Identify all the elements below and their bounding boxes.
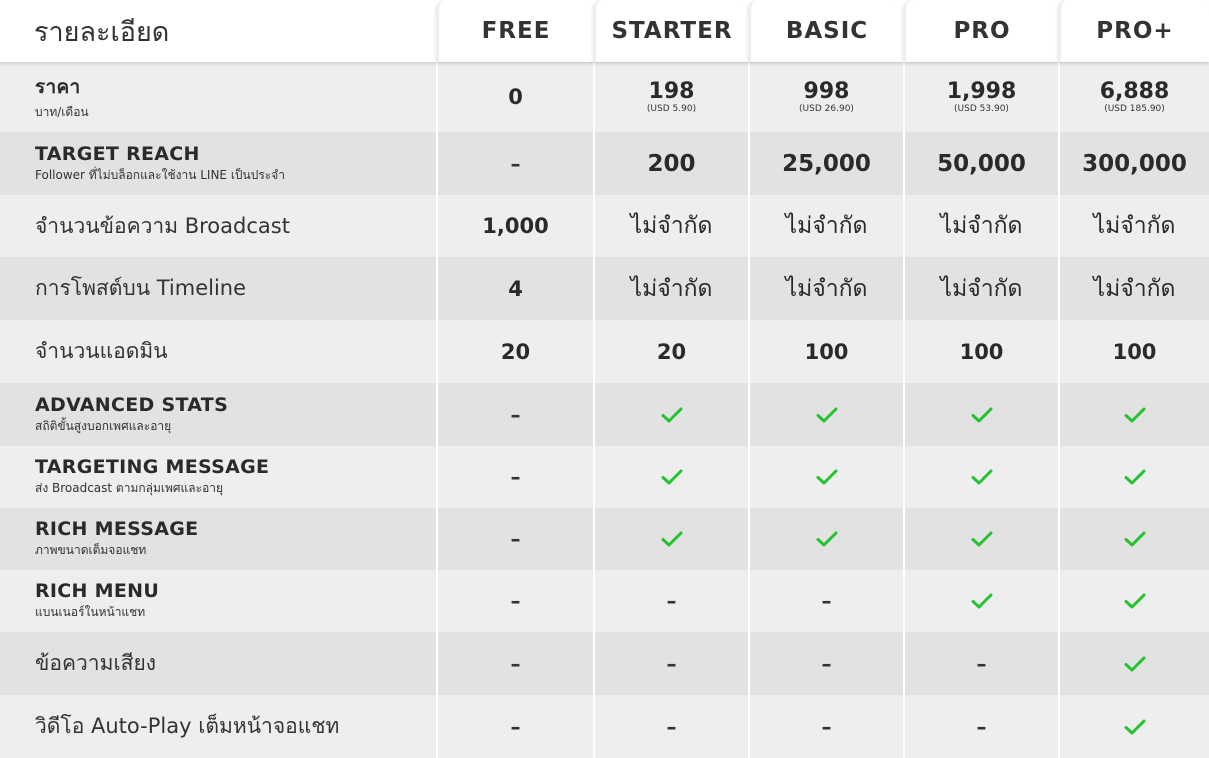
value-cell: [436, 695, 593, 758]
value-cell: [436, 383, 593, 446]
value-cell: [593, 570, 748, 632]
row-label-main: ADVANCED STATS: [35, 393, 229, 416]
check-icon: [971, 406, 993, 424]
price: [799, 78, 854, 114]
plan-pro-plus-header: PRO+: [1058, 0, 1209, 62]
price: [1099, 78, 1170, 114]
row-label-main: TARGET REACH: [35, 142, 200, 165]
check-icon: [661, 406, 683, 424]
value-cell: [593, 62, 748, 132]
value-cell: [903, 695, 1058, 758]
value-cell: [593, 257, 748, 320]
value-cell: [903, 632, 1058, 695]
row-label-cell: [0, 383, 436, 446]
dash-value: –: [510, 151, 521, 176]
number-value: 200: [647, 150, 696, 177]
table-row: [0, 195, 1209, 257]
dash-value: –: [976, 714, 987, 739]
value-cell: [748, 320, 903, 383]
value-cell: [903, 383, 1058, 446]
row-label-sub: ภาพขนาดเต็มจอแชท: [35, 543, 147, 557]
row-label: [35, 710, 339, 743]
value-cell: [903, 132, 1058, 195]
price-usd: (USD 5.90): [646, 103, 697, 114]
text-value: ไม่จำกัด: [1093, 213, 1176, 239]
price-usd: (USD 26.90): [799, 103, 854, 114]
value-cell: [593, 446, 748, 508]
value-cell: [748, 195, 903, 257]
value-cell: [748, 132, 903, 195]
value-cell: [1058, 632, 1209, 695]
dash-value: –: [821, 651, 832, 676]
dash-value: –: [510, 651, 521, 676]
row-label-main: TARGETING MESSAGE: [35, 456, 270, 478]
row-label-main: จำนวนข้อความ Broadcast: [35, 213, 290, 238]
text-value: ไม่จำกัด: [785, 213, 868, 239]
number-value: 50,000: [937, 150, 1026, 177]
value-cell: [1058, 195, 1209, 257]
table-row: [0, 383, 1209, 446]
table-row: [0, 62, 1209, 132]
value-cell: [1058, 695, 1209, 758]
value-cell: [593, 383, 748, 446]
price-thb: 198: [648, 78, 695, 104]
plan-free-header: FREE: [436, 0, 593, 62]
value-cell: [903, 446, 1058, 508]
dash-value: –: [666, 589, 677, 613]
text-value: ไม่จำกัด: [940, 275, 1023, 302]
table-row: [0, 632, 1209, 695]
row-label-main: วิดีโอ Auto-Play เต็มหน้าจอแชท: [35, 714, 340, 738]
value-cell: [748, 446, 903, 508]
number-value: 4: [508, 276, 523, 301]
row-label: [35, 335, 168, 368]
row-label: [35, 518, 198, 560]
row-label: [35, 272, 246, 305]
check-icon: [1124, 530, 1146, 548]
value-cell: [1058, 257, 1209, 320]
row-label: [35, 394, 228, 436]
value-cell: [748, 62, 903, 132]
dash-value: –: [510, 402, 521, 427]
value-cell: [1058, 570, 1209, 632]
row-label-main: RICH MENU: [35, 580, 160, 602]
row-label: [35, 72, 89, 122]
number-value: 100: [804, 339, 849, 364]
table-row: [0, 570, 1209, 632]
check-icon: [1124, 718, 1146, 736]
plan-basic-header: BASIC: [748, 0, 903, 62]
check-icon: [1124, 406, 1146, 424]
table-row: [0, 695, 1209, 758]
value-cell: [436, 446, 593, 508]
value-cell: [436, 257, 593, 320]
row-label-main: ราคา: [35, 76, 81, 98]
value-cell: [593, 508, 748, 570]
dash-value: –: [821, 714, 832, 739]
check-icon: [971, 530, 993, 548]
number-value: 20: [656, 339, 687, 364]
table-row: [0, 257, 1209, 320]
row-label-cell: [0, 320, 436, 383]
value-cell: [903, 508, 1058, 570]
dash-value: –: [510, 527, 521, 551]
check-icon: [661, 530, 683, 548]
row-label: [35, 143, 285, 185]
value-cell: [1058, 508, 1209, 570]
check-icon: [1124, 592, 1146, 610]
header-title: รายละเอียด: [34, 16, 170, 48]
check-icon: [816, 406, 838, 424]
value-cell: [593, 632, 748, 695]
text-value: ไม่จำกัด: [785, 275, 868, 302]
price-usd: (USD 53.90): [954, 103, 1009, 114]
value-cell: [593, 320, 748, 383]
value-cell: [748, 570, 903, 632]
value-cell: [903, 257, 1058, 320]
value-cell: [436, 62, 593, 132]
value-cell: [1058, 320, 1209, 383]
row-label-main: ข้อความเสียง: [35, 651, 156, 675]
value-cell: [593, 695, 748, 758]
row-label: [35, 580, 159, 622]
table-row: [0, 446, 1209, 508]
value-cell: [593, 132, 748, 195]
plan-starter-header: STARTER: [593, 0, 748, 62]
value-cell: [748, 632, 903, 695]
row-label-sub: Follower ที่ไม่บล็อกและใช้งาน LINE เป็นประจำ: [35, 167, 286, 182]
value-cell: [748, 695, 903, 758]
check-icon: [971, 468, 993, 486]
dash-value: –: [666, 714, 677, 739]
value-cell: [748, 508, 903, 570]
value-cell: [748, 383, 903, 446]
number-value: 100: [959, 339, 1004, 364]
check-icon: [1124, 655, 1146, 673]
price-thb: 6,888: [1099, 78, 1170, 104]
check-icon: [816, 530, 838, 548]
table-row: [0, 132, 1209, 195]
number-value: 1,000: [482, 214, 549, 238]
table-row: [0, 508, 1209, 570]
value-cell: [1058, 62, 1209, 132]
dash-value: –: [510, 465, 521, 489]
row-label-cell: [0, 195, 436, 257]
row-label: [35, 456, 269, 498]
value-cell: [903, 320, 1058, 383]
row-label-cell: [0, 632, 436, 695]
value-cell: [748, 257, 903, 320]
row-label: [35, 210, 290, 243]
value-cell: [1058, 383, 1209, 446]
row-label-main: จำนวนแอดมิน: [35, 339, 168, 363]
text-value: ไม่จำกัด: [940, 213, 1023, 239]
check-icon: [1124, 468, 1146, 486]
dash-value: –: [510, 714, 521, 739]
text-value: ไม่จำกัด: [1093, 275, 1176, 302]
value-cell: [903, 570, 1058, 632]
row-label-main: การโพสต์บน Timeline: [35, 276, 247, 300]
value-cell: [593, 195, 748, 257]
row-label-sub: ส่ง Broadcast ตามกลุ่มเพศและอายุ: [35, 481, 224, 495]
number-value: 25,000: [782, 150, 871, 177]
dash-value: –: [666, 651, 677, 676]
text-value: ไม่จำกัด: [630, 213, 713, 239]
number-value: 300,000: [1082, 150, 1187, 177]
row-label-sub: แบนเนอร์ในหน้าแชท: [35, 605, 146, 619]
dash-value: –: [976, 651, 987, 676]
check-icon: [661, 468, 683, 486]
dash-value: –: [510, 589, 521, 613]
price: [946, 78, 1017, 114]
value-cell: [436, 508, 593, 570]
number-value: 100: [1112, 339, 1157, 364]
row-label: [35, 647, 156, 680]
check-icon: [971, 592, 993, 610]
row-label-cell: [0, 570, 436, 632]
row-label-cell: [0, 446, 436, 508]
check-icon: [816, 468, 838, 486]
price-usd: (USD 185.90): [1104, 103, 1165, 114]
row-label-sub: บาท/เดือน: [35, 105, 89, 119]
row-label-cell: [0, 132, 436, 195]
row-label-cell: [0, 257, 436, 320]
value-cell: [903, 62, 1058, 132]
row-label-cell: [0, 62, 436, 132]
table-header: [0, 0, 1209, 62]
value-cell: [1058, 132, 1209, 195]
value-cell: [1058, 446, 1209, 508]
price: [646, 78, 697, 114]
row-label-cell: [0, 695, 436, 758]
plan-pro-header: PRO: [903, 0, 1058, 62]
dash-value: –: [821, 589, 832, 613]
value-cell: [436, 632, 593, 695]
value-cell: [436, 570, 593, 632]
table-row: [0, 320, 1209, 383]
row-label-cell: [0, 508, 436, 570]
number-value: 20: [500, 339, 531, 364]
value-cell: [436, 195, 593, 257]
price-thb: 1,998: [946, 78, 1017, 104]
number-value: 0: [508, 85, 523, 109]
value-cell: [903, 195, 1058, 257]
value-cell: [436, 132, 593, 195]
text-value: ไม่จำกัด: [630, 275, 713, 302]
value-cell: [436, 320, 593, 383]
row-label-sub: สถิติขั้นสูงบอกเพศและอายุ: [35, 418, 172, 433]
price-thb: 998: [803, 78, 850, 104]
row-label-main: RICH MESSAGE: [35, 518, 199, 540]
